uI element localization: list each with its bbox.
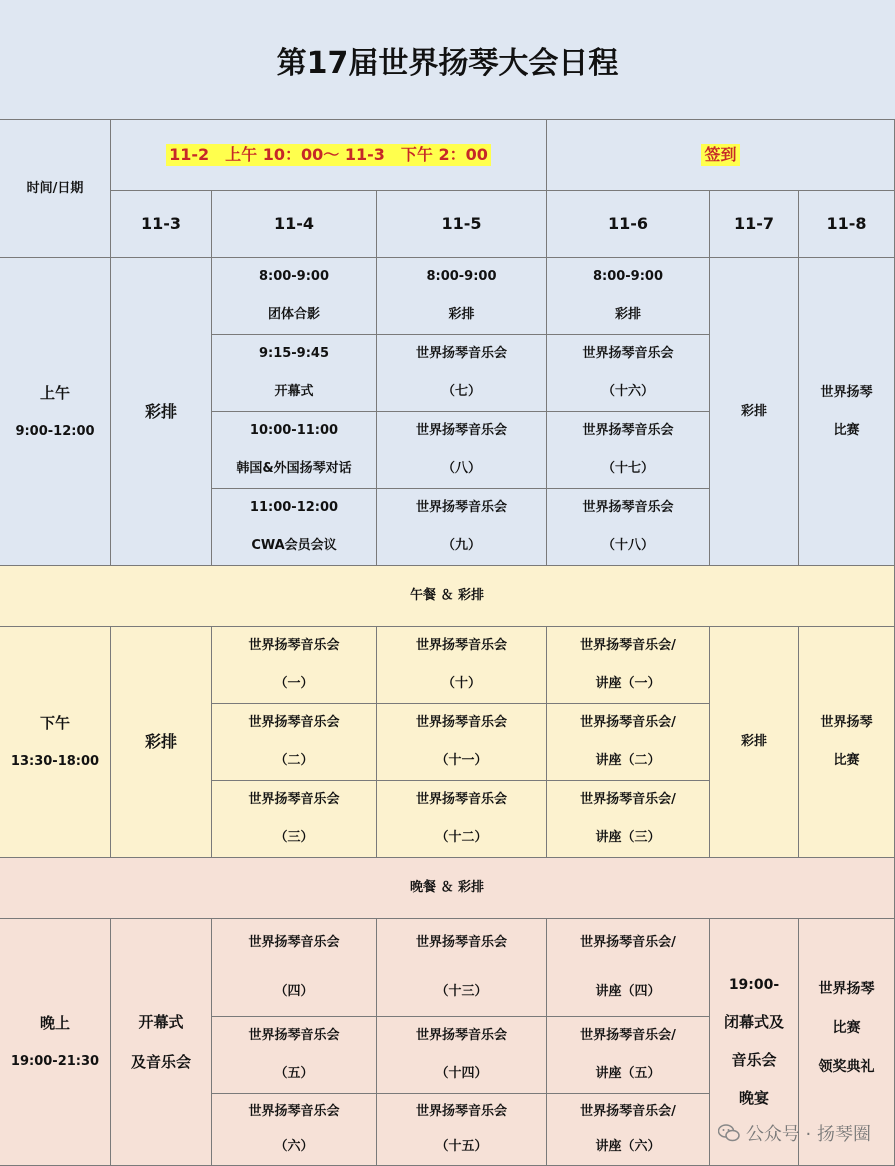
afternoon-11-5-slot xyxy=(377,781,547,858)
event-line-a: 世界扬琴音乐会 xyxy=(248,935,340,951)
event-line-a: 世界扬琴音乐会/ xyxy=(580,638,676,654)
event-line-a: 世界扬琴音乐会 xyxy=(415,423,507,439)
date-label: 11-5 xyxy=(441,214,482,234)
event-line-a: 世界扬琴音乐会/ xyxy=(580,792,676,808)
morning-11-5-slot xyxy=(377,489,547,566)
event-line-a: 世界扬琴音乐会/ xyxy=(580,1028,676,1044)
checkin-cell xyxy=(547,120,895,191)
event-line-a: 世界扬琴音乐会 xyxy=(248,715,340,731)
watermark-text: 公众号 · 扬琴圈 xyxy=(745,1124,871,1145)
event-label: 彩排 xyxy=(740,734,767,750)
morning-time: 9:00-12:00 xyxy=(15,423,95,439)
event-line-a: 世界扬琴音乐会 xyxy=(415,500,507,516)
time-date-label: 时间/日期 xyxy=(26,180,84,196)
date-label: 11-7 xyxy=(733,214,775,234)
event-label: 彩排 xyxy=(144,401,177,421)
event-line-a: 世界扬琴 xyxy=(820,715,873,731)
event-line-a: 世界扬琴音乐会 xyxy=(415,715,507,731)
event-line-a: 10:00-11:00 xyxy=(249,423,339,439)
event-line-b: （四） xyxy=(274,983,314,999)
event-line-a: 8:00-9:00 xyxy=(592,269,664,285)
event-line-a: 9:15-9:45 xyxy=(258,346,330,362)
afternoon-label-cell xyxy=(0,627,111,858)
afternoon-11-6-slot xyxy=(547,627,710,704)
event-line-a: 世界扬琴音乐会 xyxy=(415,792,507,808)
event-line-a: 世界扬琴音乐会 xyxy=(248,1103,340,1119)
event-line-a: 世界扬琴音乐会 xyxy=(415,1028,507,1044)
event-line-a: 11:00-12:00 xyxy=(249,500,339,516)
wechat-icon xyxy=(718,1124,740,1142)
evening-11-4-slot xyxy=(212,1094,377,1166)
checkin-period-cell xyxy=(111,120,547,191)
event-line-a: 世界扬琴音乐会 xyxy=(415,346,507,362)
morning-11-5-slot xyxy=(377,335,547,412)
afternoon-11-5-slot xyxy=(377,627,547,704)
afternoon-11-6-slot xyxy=(547,781,710,858)
evening-label: 晚上 xyxy=(39,1014,70,1033)
event-line-a: 世界扬琴音乐会 xyxy=(248,792,340,808)
event-line-a: 8:00-9:00 xyxy=(258,269,330,285)
evening-11-5-slot xyxy=(377,919,547,1017)
date-header-11-3 xyxy=(111,191,212,258)
event-line-b: 团体合影 xyxy=(267,307,320,323)
event-line-b: （八） xyxy=(441,461,481,477)
event-line-b: 讲座（二） xyxy=(595,753,661,769)
event-line-b: （三） xyxy=(274,830,314,846)
event-line-b: （二） xyxy=(274,753,314,769)
event-line-a: 世界扬琴音乐会 xyxy=(582,423,674,439)
morning-label-cell xyxy=(0,258,111,566)
afternoon-time: 13:30-18:00 xyxy=(10,754,100,770)
checkin-label: 签到 xyxy=(701,144,739,165)
event-label: 彩排 xyxy=(144,732,177,752)
date-header-11-4 xyxy=(212,191,377,258)
evening-11-4-slot xyxy=(212,919,377,1017)
evening-time: 19:00-21:30 xyxy=(10,1054,100,1070)
morning-11-4-slot xyxy=(212,258,377,335)
afternoon-11-8 xyxy=(799,627,895,858)
event-line-2: 比赛 xyxy=(832,1019,861,1036)
event-line-a: 世界扬琴音乐会 xyxy=(582,346,674,362)
date-header-11-5 xyxy=(377,191,547,258)
event-line-b: （十八） xyxy=(601,538,654,554)
morning-11-6-slot xyxy=(547,489,710,566)
afternoon-11-5-slot xyxy=(377,704,547,781)
event-line-b: 及音乐会 xyxy=(130,1053,191,1071)
date-header-11-6 xyxy=(547,191,710,258)
checkin-period: 11-2 上午 10：00～ 11-3 下午 2：00 xyxy=(166,144,491,165)
date-header-11-8 xyxy=(799,191,895,258)
morning-11-7 xyxy=(710,258,799,566)
morning-label: 上午 xyxy=(39,383,70,402)
event-line-b: 讲座（五） xyxy=(595,1066,661,1082)
event-line-b: （九） xyxy=(441,538,481,554)
evening-label-cell xyxy=(0,919,111,1166)
event-line-b: （一） xyxy=(274,676,314,692)
morning-11-5-slot xyxy=(377,412,547,489)
morning-11-6-slot xyxy=(547,335,710,412)
event-line-a: 世界扬琴音乐会/ xyxy=(580,935,676,951)
morning-11-8 xyxy=(799,258,895,566)
evening-11-4-slot xyxy=(212,1017,377,1094)
afternoon-11-7 xyxy=(710,627,799,858)
morning-11-4-slot xyxy=(212,412,377,489)
morning-11-6-slot xyxy=(547,258,710,335)
evening-11-6-slot xyxy=(547,1094,710,1166)
evening-11-5-slot xyxy=(377,1094,547,1166)
event-line-a: 世界扬琴音乐会 xyxy=(415,638,507,654)
event-line-b: 彩排 xyxy=(614,307,641,323)
event-label: 彩排 xyxy=(740,403,767,419)
event-line-1: 19:00- xyxy=(728,976,780,993)
event-line-b: （十） xyxy=(441,676,481,692)
event-line-a: 世界扬琴音乐会/ xyxy=(580,1103,676,1119)
event-line-4: 晚宴 xyxy=(738,1089,769,1108)
event-line-b: 比赛 xyxy=(833,422,860,438)
event-line-b: （十二） xyxy=(435,830,488,846)
evening-11-6-slot xyxy=(547,1017,710,1094)
afternoon-11-6-slot xyxy=(547,704,710,781)
afternoon-11-4-slot xyxy=(212,627,377,704)
event-line-a: 世界扬琴音乐会 xyxy=(415,1103,507,1119)
afternoon-11-3 xyxy=(111,627,212,858)
morning-11-6-slot xyxy=(547,412,710,489)
event-line-b: （十七） xyxy=(601,461,654,477)
time-date-header xyxy=(0,120,111,258)
page-title: 第17届世界扬琴大会日程 xyxy=(0,0,895,120)
event-line-b: 比赛 xyxy=(833,753,860,768)
evening-11-3 xyxy=(111,919,212,1166)
event-line-a: 世界扬琴 xyxy=(820,384,873,400)
morning-11-5-slot xyxy=(377,258,547,335)
event-line-a: 世界扬琴音乐会 xyxy=(415,935,507,951)
event-line-b: （十六） xyxy=(601,384,654,400)
event-line-3: 音乐会 xyxy=(731,1051,777,1070)
event-line-3: 领奖典礼 xyxy=(818,1058,875,1075)
event-line-b: CWA会员会议 xyxy=(251,538,337,554)
dinner-band xyxy=(0,858,895,919)
lunch-label: 午餐 ＆ 彩排 xyxy=(409,588,485,604)
event-line-1: 世界扬琴 xyxy=(818,981,875,997)
event-line-b: 彩排 xyxy=(448,307,475,323)
event-line-b: 讲座（三） xyxy=(595,830,661,846)
event-line-b: （十五） xyxy=(435,1139,488,1155)
morning-11-4-slot xyxy=(212,335,377,412)
date-label: 11-3 xyxy=(140,214,182,234)
event-line-a: 开幕式 xyxy=(138,1013,184,1031)
date-header-11-7 xyxy=(710,191,799,258)
event-line-b: （五） xyxy=(274,1066,314,1082)
event-line-b: 韩国&外国扬琴对话 xyxy=(236,461,352,477)
event-line-a: 世界扬琴音乐会 xyxy=(248,638,340,654)
event-line-a: 世界扬琴音乐会 xyxy=(582,500,674,516)
afternoon-label: 下午 xyxy=(39,714,70,733)
dinner-label: 晚餐 ＆ 彩排 xyxy=(409,880,485,896)
date-label: 11-6 xyxy=(607,214,649,234)
event-line-2: 闭幕式及 xyxy=(723,1013,784,1032)
event-line-b: （七） xyxy=(441,384,481,400)
evening-11-5-slot xyxy=(377,1017,547,1094)
date-label: 11-8 xyxy=(826,214,867,234)
morning-11-4-slot xyxy=(212,489,377,566)
watermark xyxy=(718,1120,871,1146)
event-line-b: （十三） xyxy=(435,983,488,999)
event-line-a: 世界扬琴音乐会/ xyxy=(580,715,676,731)
afternoon-11-4-slot xyxy=(212,704,377,781)
morning-11-3 xyxy=(111,258,212,566)
afternoon-11-4-slot xyxy=(212,781,377,858)
date-label: 11-4 xyxy=(273,214,315,234)
event-line-b: 讲座（六） xyxy=(595,1139,661,1155)
event-line-a: 8:00-9:00 xyxy=(426,269,497,285)
event-line-a: 世界扬琴音乐会 xyxy=(248,1028,340,1044)
event-line-b: 讲座（一） xyxy=(595,676,661,692)
event-line-b: （十一） xyxy=(435,753,488,769)
evening-11-6-slot xyxy=(547,919,710,1017)
lunch-band xyxy=(0,566,895,627)
event-line-b: （六） xyxy=(274,1139,314,1155)
event-line-b: 开幕式 xyxy=(274,384,314,400)
event-line-b: 讲座（四） xyxy=(595,983,661,999)
event-line-b: （十四） xyxy=(435,1066,488,1082)
